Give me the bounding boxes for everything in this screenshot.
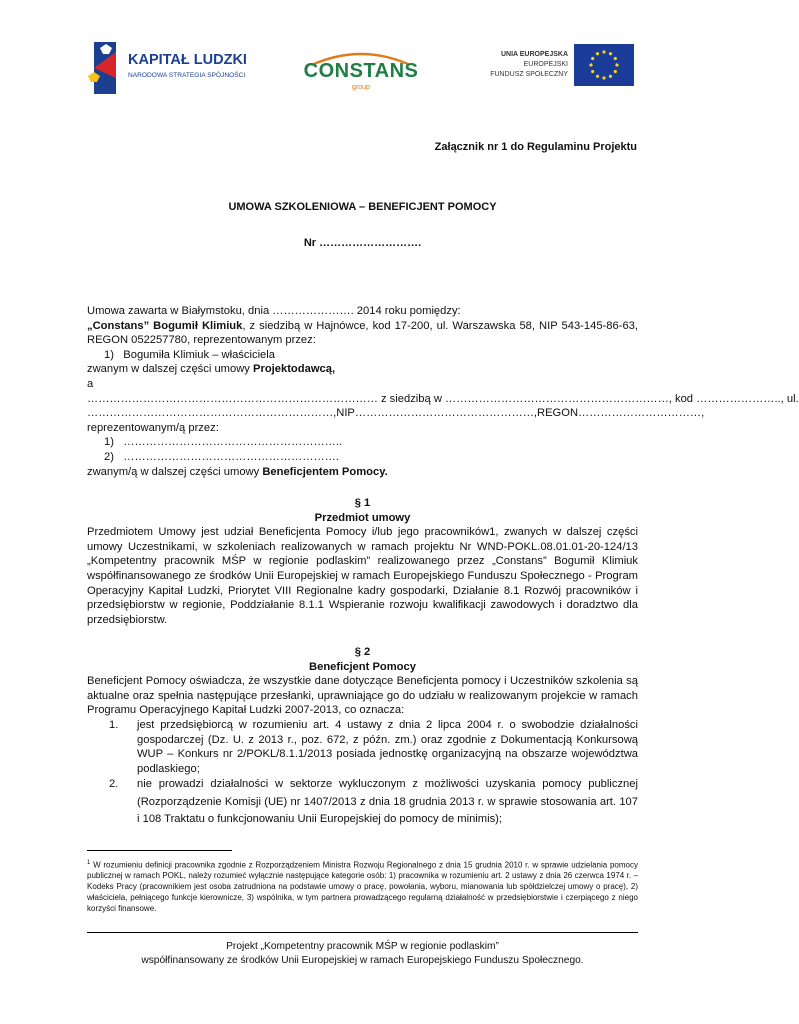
rep2-item1-num: 1)	[104, 436, 114, 449]
constans-logo	[296, 50, 426, 96]
section-2	[87, 645, 638, 829]
list-item	[87, 776, 638, 829]
and-line: a	[87, 377, 94, 390]
section-1	[87, 496, 638, 627]
party2-line1: …………………………………………………………………… z siedzibą w ……………………………………………………, kod ………………….., ul.	[87, 392, 799, 405]
section-1-body: Przedmiotem Umowy jest udział Beneficjenta Pomocy i/lub jego pracowników1, zwanych w dalszej części umowy Uczestnikami, w szkoleniach realizowanych w ramach projektu Nr WND-POKL.08.01.01-20-124/13 „Kompetentny pracownik MŚP w regionie podlaskim” realizowanego przez „Constans” Bogumił Klimiuk współfinansowanego ze środków Unii Europejskiej w ramach Europejskiego Funduszu Społecznego - Program Operacyjny Kapitał Ludzki, Priorytet VIII Regionalne kadry gospodarki, Działanie 8.1 Rozwój pracowników i przedsiębiorstw w regionie, Poddziałanie 8.1.1 Wspieranie rozwoju kwalifikacji zawodowych i doradztwo dla przedsiębiorstw.	[87, 526, 638, 626]
footnote-text: W rozumieniu definicji pracownika zgodnie z Rozporządzeniem Ministra Rozwoju Regionalnego z dnia 15 grudnia 2010 r. w sprawie udzielania pomocy publicznej w ramach POKL, należy rozumieć wyłącznie następujące kategorie osób: 1) pracownika w rozumieniu art. 2 ustawy z dnia 26 czerwca 1974 r. – Kodeks Pracy (pracownikiem jest osoba zatrudniona na podstawie umowy o pracę, powołania, wyboru, mianowania lub spółdzielczej umowy o pracę), 2) właściciela, pełniącego funkcje kierownicze, 3) wspólnika, w tym partnera prowadzącego regularną działalność w przedsiębiorstwie i czerpiącego z niego korzyści finansowe.	[87, 860, 638, 913]
list-item	[87, 718, 638, 776]
section-2-list	[87, 718, 638, 829]
role1-line	[87, 362, 638, 377]
intro-line: Umowa zawarta w Białymstoku, dnia …………………. 2014 roku pomiędzy:	[87, 305, 461, 317]
section-1-number: § 1	[354, 497, 371, 509]
footnote	[87, 858, 638, 915]
footer-separator	[87, 932, 638, 933]
rep2-item2-num: 2)	[104, 450, 114, 463]
role1-pre: zwanym w dalszej części umowy	[87, 363, 253, 376]
parties-section	[87, 304, 799, 479]
list-item-num: 1.	[109, 718, 119, 731]
role2-line	[87, 465, 638, 480]
footer-line1: Projekt „Kompetentny pracownik MŚP w regionie podlaskim”	[226, 941, 499, 952]
kl-title: KAPITAŁ LUDZKI	[128, 52, 247, 68]
rep1-item	[87, 348, 638, 363]
section-2-heading: Beneficjent Pomocy	[309, 660, 416, 673]
section-1-heading: Przedmiot umowy	[314, 511, 411, 524]
rep2-item	[87, 450, 638, 465]
role2-bold: Beneficjentem Pomocy.	[262, 465, 388, 478]
contract-number: Nr ……………………….	[303, 237, 422, 249]
section-2-body: Beneficjent Pomocy oświadcza, że wszystkie dane dotyczące Beneficjenta pomocy i Uczestników szkolenia są aktualne oraz spełnia następujące przesłanki, uprawniające go do udziału w realizowanym projekcie w ramach Programu Operacyjnego Kapitał Ludzki 2007-2013, co oznacza:	[87, 675, 638, 717]
constans-group: group	[352, 84, 370, 91]
role1-bold: Projektodawcą,	[253, 363, 336, 376]
party1-details: , z siedzibą w Hajnówce, kod 17-200, ul. Warszawska 58, NIP 543-145-86-63, REGON 052257780, reprezentowanym przez:	[87, 319, 639, 347]
eu-flag-icon	[574, 44, 634, 86]
document-title: UMOWA SZKOLENIOWA – BENEFICJENT POMOCY	[228, 201, 497, 213]
party2-regon-label: REGON	[537, 407, 579, 420]
party2-blank-a: …………………………………………………………,	[87, 407, 337, 420]
rep2-item	[87, 435, 638, 450]
footnote-mark: 1	[87, 860, 91, 866]
eu-efs-logo	[488, 44, 638, 88]
list-item-text: jest przedsiębiorcą w rozumieniu art. 4 ustawy z dnia 2 lipca 2004 r. o swobodzie działalności gospodarczej (Dz. U. z 2013 r., poz. 672, z późn. zm.) oraz zgodnie z Dokumentacją Konkursową WUP – Konkurs nr 2/POKL/8.1.1/2013 posiada jednostkę organizacyjną na obszarze województwa podlaskiego;	[137, 718, 638, 775]
annex-label: Załącznik nr 1 do Regulaminu Projektu	[434, 141, 637, 153]
rep2-line: reprezentowanym/ą przez:	[87, 421, 219, 434]
list-item-text: nie prowadzi działalności w sektorze wykluczonym z możliwości uzyskania pomocy publicznej (Rozporządzenie Komisji (UE) nr 1407/2013 z dnia 18 grudnia 2013 r. w sprawie stosowania art. 107 i 108 Traktatu o funkcjonowaniu Unii Europejskiej do pomocy de minimis);	[137, 778, 638, 826]
footer-line2: współfinansowany ze środków Unii Europejskiej w ramach Europejskiego Funduszu Społecznego.	[141, 954, 584, 966]
rep1-text: Bogumiła Klimiuk – właściciela	[123, 348, 275, 361]
kapital-ludzki-emblem-icon	[86, 38, 266, 98]
footnote-separator	[87, 850, 232, 851]
rep2-item2-text: ………………………………………………….	[123, 450, 339, 463]
party2-line2	[87, 406, 705, 421]
party2-regon-blank: ……………………………,	[578, 407, 705, 420]
ue-line3: FUNDUSZ SPOŁECZNY	[490, 71, 568, 78]
rep2-item1-text: …………………………………………………..	[123, 436, 343, 449]
page-footer	[0, 940, 725, 967]
party1-paragraph	[87, 319, 638, 348]
ue-line1: UNIA EUROPEJSKA	[500, 51, 568, 58]
party2-nip-label: NIP	[336, 407, 355, 420]
kl-subtitle: NARODOWA STRATEGIA SPÓJNOŚCI	[128, 72, 246, 79]
list-item-num: 2.	[109, 778, 119, 791]
role2-pre: zwanym/ą w dalszej części umowy	[87, 465, 263, 478]
rep1-num: 1)	[104, 348, 114, 361]
section-2-number: § 2	[354, 646, 371, 658]
constans-name: CONSTANS	[303, 60, 419, 82]
party1-name: „Constans” Bogumił Klimiuk	[87, 319, 243, 332]
party2-nip-blank: …………………………………………,	[354, 407, 537, 420]
kapital-ludzki-logo	[86, 38, 266, 98]
ue-line2: EUROPEJSKI	[523, 61, 568, 68]
